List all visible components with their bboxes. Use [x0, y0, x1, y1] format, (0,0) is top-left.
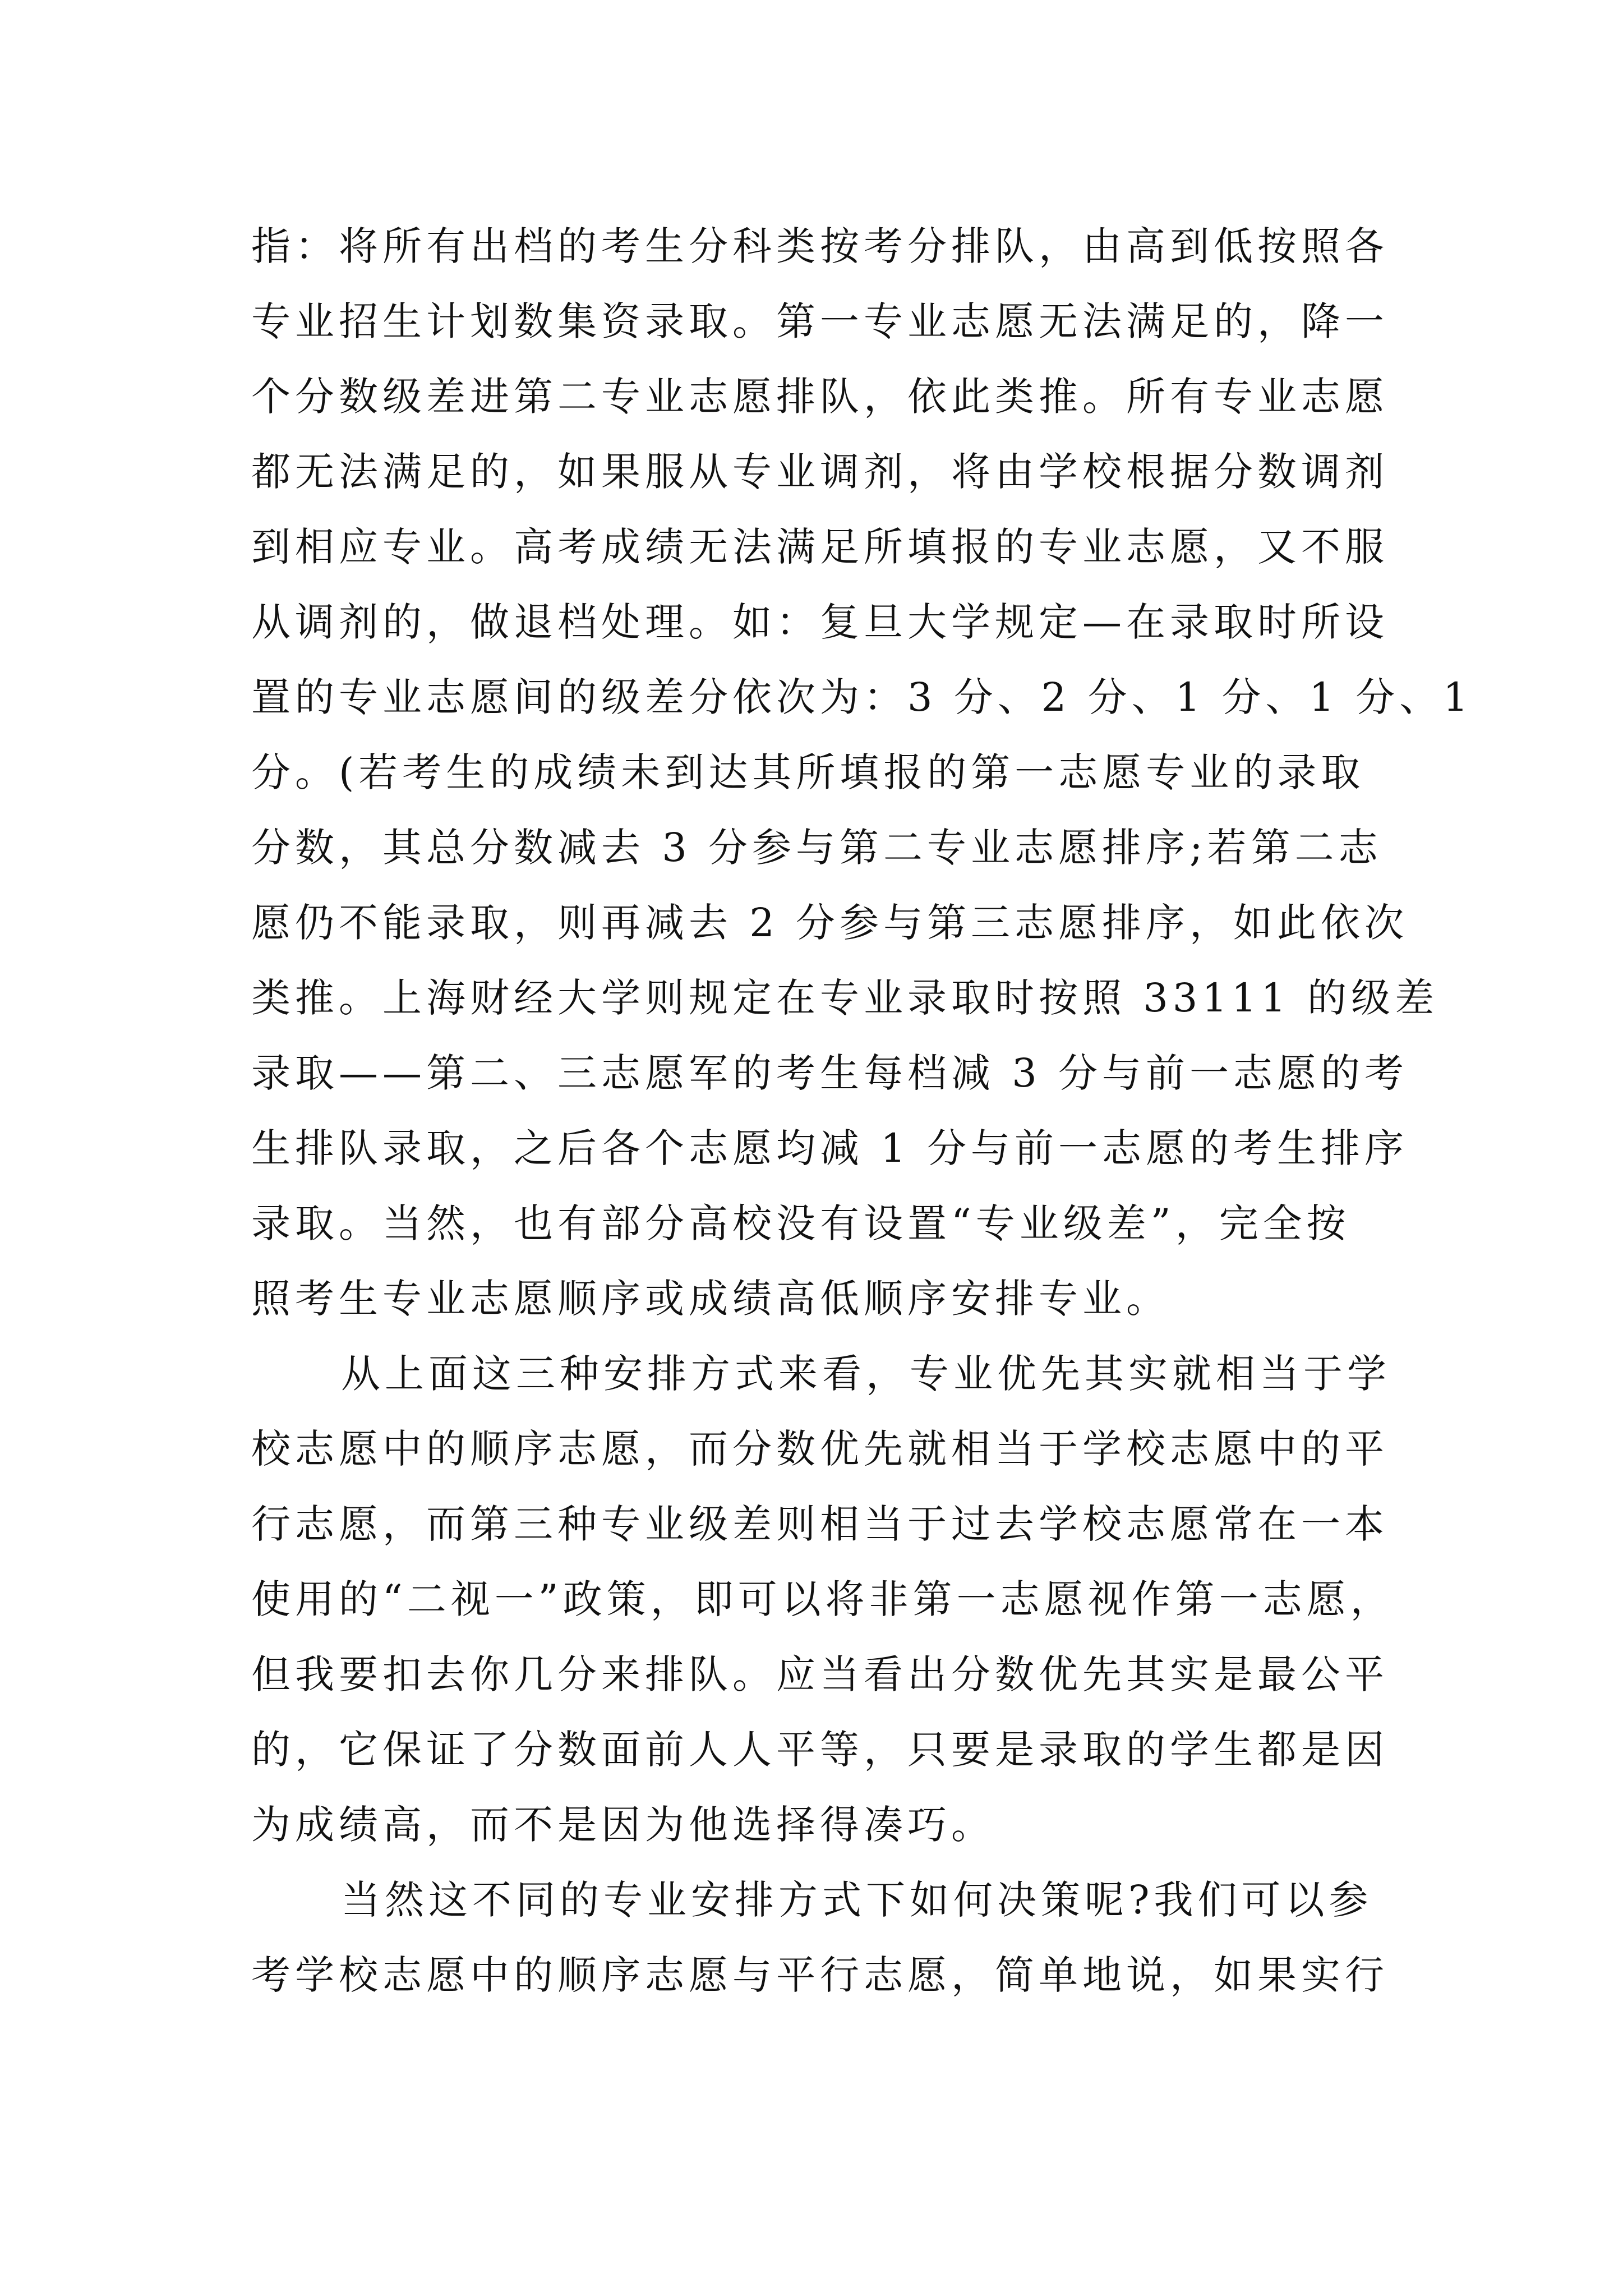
paragraph-1-line-2: 专业招生计划数集资录取。第一专业志愿无法满足的，降一 — [251, 298, 1389, 344]
paragraph-2-line-6: 的，它保证了分数面前人人平等，只要是录取的学生都是因 — [251, 1727, 1389, 1773]
paragraph-1-line-11: 类推。上海财经大学则规定在专业录取时按照 33111 的级差 — [251, 975, 1439, 1021]
paragraph-1-line-12: 录取——第二、三志愿军的考生每档减 3 分与前一志愿的考 — [251, 1050, 1409, 1096]
paragraph-1-line-4: 都无法满足的，如果服从专业调剂，将由学校根据分数调剂 — [251, 449, 1389, 495]
paragraph-1-line-1: 指：将所有出档的考生分科类按考分排队，由高到低按照各 — [251, 223, 1389, 269]
paragraph-1-line-6: 从调剂的，做退档处理。如：复旦大学规定—在录取时所设 — [251, 599, 1389, 645]
paragraph-2-line-4: 使用的“二视一”政策，即可以将非第一志愿视作第一志愿， — [251, 1576, 1394, 1622]
paragraph-1-line-14: 录取。当然，也有部分高校没有设置“专业级差”，完全按 — [251, 1200, 1350, 1246]
paragraph-1-line-3: 个分数级差进第二专业志愿排队，依此类推。所有专业志愿 — [251, 374, 1389, 420]
paragraph-1-line-8: 分。(若考生的成绩未到达其所填报的第一志愿专业的录取 — [251, 749, 1365, 795]
paragraph-1-line-15: 照考生专业志愿顺序或成绩高低顺序安排专业。 — [251, 1276, 1170, 1322]
paragraph-2-line-3: 行志愿，而第三种专业级差则相当于过去学校志愿常在一本 — [251, 1501, 1389, 1547]
paragraph-2-line-5: 但我要扣去你几分来排队。应当看出分数优先其实是最公平 — [251, 1651, 1389, 1697]
paragraph-2-line-2: 校志愿中的顺序志愿，而分数优先就相当于学校志愿中的平 — [251, 1426, 1389, 1472]
paragraph-1-line-5: 到相应专业。高考成绩无法满足所填报的专业志愿，又不服 — [251, 524, 1389, 570]
paragraph-1-line-7: 置的专业志愿间的级差分依次为：3 分、2 分、1 分、1 分、1 — [251, 674, 1473, 720]
paragraph-1-line-13: 生排队录取，之后各个志愿均减 1 分与前一志愿的考生排序 — [251, 1125, 1409, 1171]
paragraph-1-line-9: 分数，其总分数减去 3 分参与第二专业志愿排序;若第二志 — [251, 825, 1382, 871]
paragraph-1-line-10: 愿仍不能录取，则再减去 2 分参与第三志愿排序，如此依次 — [251, 900, 1409, 946]
paragraph-3-line-2: 考学校志愿中的顺序志愿与平行志愿，简单地说，如果实行 — [251, 1952, 1389, 1998]
body-text — [251, 209, 1473, 2013]
paragraph-2-line-7: 为成绩高，而不是因为他选择得凑巧。 — [251, 1802, 995, 1848]
paragraph-3-line-1: 当然这不同的专业安排方式下如何决策呢?我们可以参 — [341, 1877, 1373, 1923]
paragraph-2-line-1: 从上面这三种安排方式来看，专业优先其实就相当于学 — [341, 1351, 1391, 1397]
